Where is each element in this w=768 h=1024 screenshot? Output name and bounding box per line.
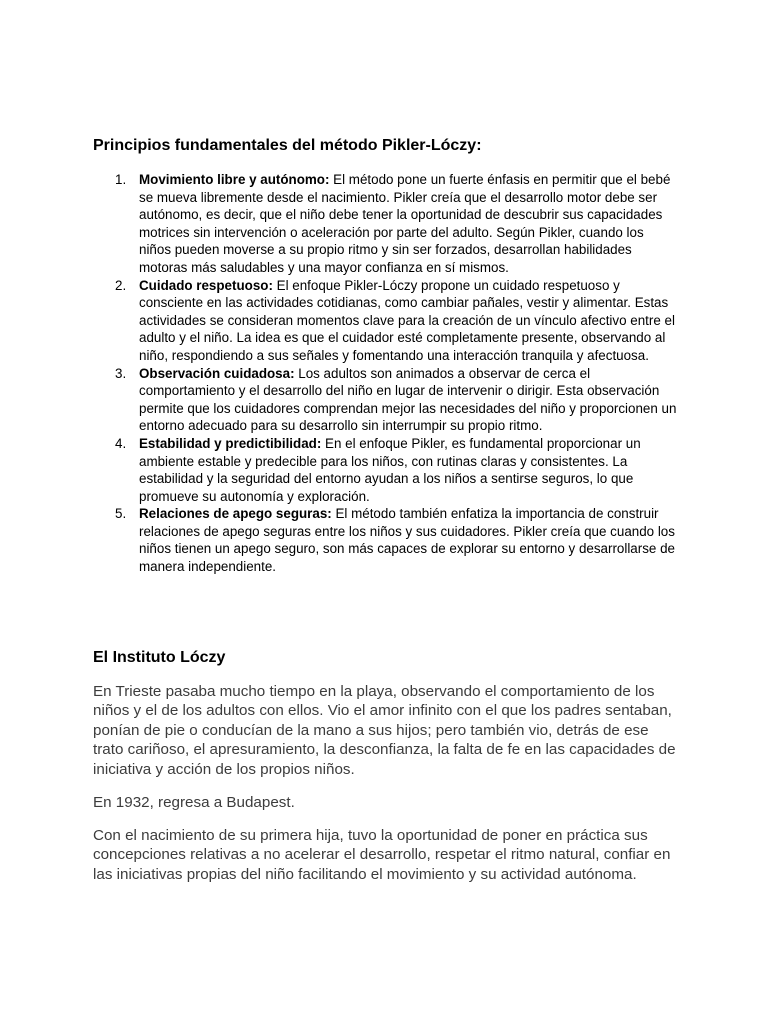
list-item-term: Estabilidad y predictibilidad: xyxy=(139,435,322,451)
list-item-number: 2. xyxy=(115,277,127,293)
list-item-term: Observación cuidadosa: xyxy=(139,365,295,381)
list-item xyxy=(93,277,678,365)
list-item-text: El enfoque Pikler-Lóczy propone un cuidado respetuoso y consciente en las actividades cotidianas, como cambiar pañales, vestir y alimentar. Estas actividades se consideran momentos clave para la creación de un vínculo afectivo entre el adulto y el niño. La idea es que el cuidador esté completamente presente, observando al niño, respondiendo a sus señales y fomentando una interacción tranquila y afectuosa. xyxy=(139,277,675,363)
list-item-text: Los adultos son animados a observar de cerca el comportamiento y el desarrollo del niño en lugar de intervenir o dirigir. Esta observación permite que los cuidadores comprendan mejor las necesidades del niño y proporcionen un entorno adecuado para su desarrollo sin interrumpir su propio ritmo. xyxy=(139,365,677,434)
principles-heading: Principios fundamentales del método Pikler-Lóczy: xyxy=(93,137,482,154)
list-item-term: Relaciones de apego seguras: xyxy=(139,506,332,522)
list-item-term: Cuidado respetuoso: xyxy=(139,277,273,293)
paragraph-first-daughter: Con el nacimiento de su primera hija, tuvo la oportunidad de poner en práctica sus concepciones relativas a no acelerar el desarrollo, respetar el ritmo natural, confiar en las iniciativas propias del niño facilitando el movimiento y su actividad autónoma. xyxy=(93,827,671,883)
list-item-number: 4. xyxy=(115,435,127,451)
list-item-number: 5. xyxy=(115,506,127,522)
list-item-text: El método también enfatiza la importancia de construir relaciones de apego seguras entre los niños y sus cuidadores. Pikler creía que cuando los niños tienen un apego seguro, son más capaces de explorar su entorno y desarrollarse de manera independiente. xyxy=(139,506,675,575)
list-item xyxy=(93,435,678,505)
list-item xyxy=(93,171,678,277)
paragraph-trieste: En Trieste pasaba mucho tiempo en la playa, observando el comportamiento de los niños y el de los adultos con ellos. Vio el amor infinito con el que los padres sentaban, ponían de pie o conducían de la mano a sus hijos; pero también vio, detrás de ese trato cariñoso, el apresuramiento, la desconfianza, la falta de fe en las capacidades de iniciativa y acción de los propios niños. xyxy=(93,683,676,778)
institute-heading: El Instituto Lóczy xyxy=(93,649,226,666)
list-item-number: 3. xyxy=(115,365,127,381)
list-item xyxy=(93,365,678,435)
list-item-text: El método pone un fuerte énfasis en permitir que el bebé se mueva libremente desde el nacimiento. Pikler creía que el desarrollo motor debe ser autónomo, es decir, que el niño debe tener la oportunidad de descubrir sus capacidades motrices sin intervención o aceleración por parte del adulto. Según Pikler, cuando los niños pueden moverse a su propio ritmo y sin ser forzados, desarrollan habilidades motoras más saludables y una mayor confianza en sí mismos. xyxy=(139,172,671,275)
list-item-term: Movimiento libre y autónomo: xyxy=(139,172,330,187)
paragraph-budapest: En 1932, regresa a Budapest. xyxy=(93,794,295,811)
list-item xyxy=(93,505,678,575)
list-item-text: En el enfoque Pikler, es fundamental proporcionar un ambiente estable y predecible para los niños, con rutinas claras y consistentes. La estabilidad y la seguridad del entorno ayudan a los niños a sentirse seguros, lo que promueve su autonomía y exploración. xyxy=(139,435,641,504)
list-item-number: 1. xyxy=(115,172,127,187)
principles-list xyxy=(93,171,678,576)
